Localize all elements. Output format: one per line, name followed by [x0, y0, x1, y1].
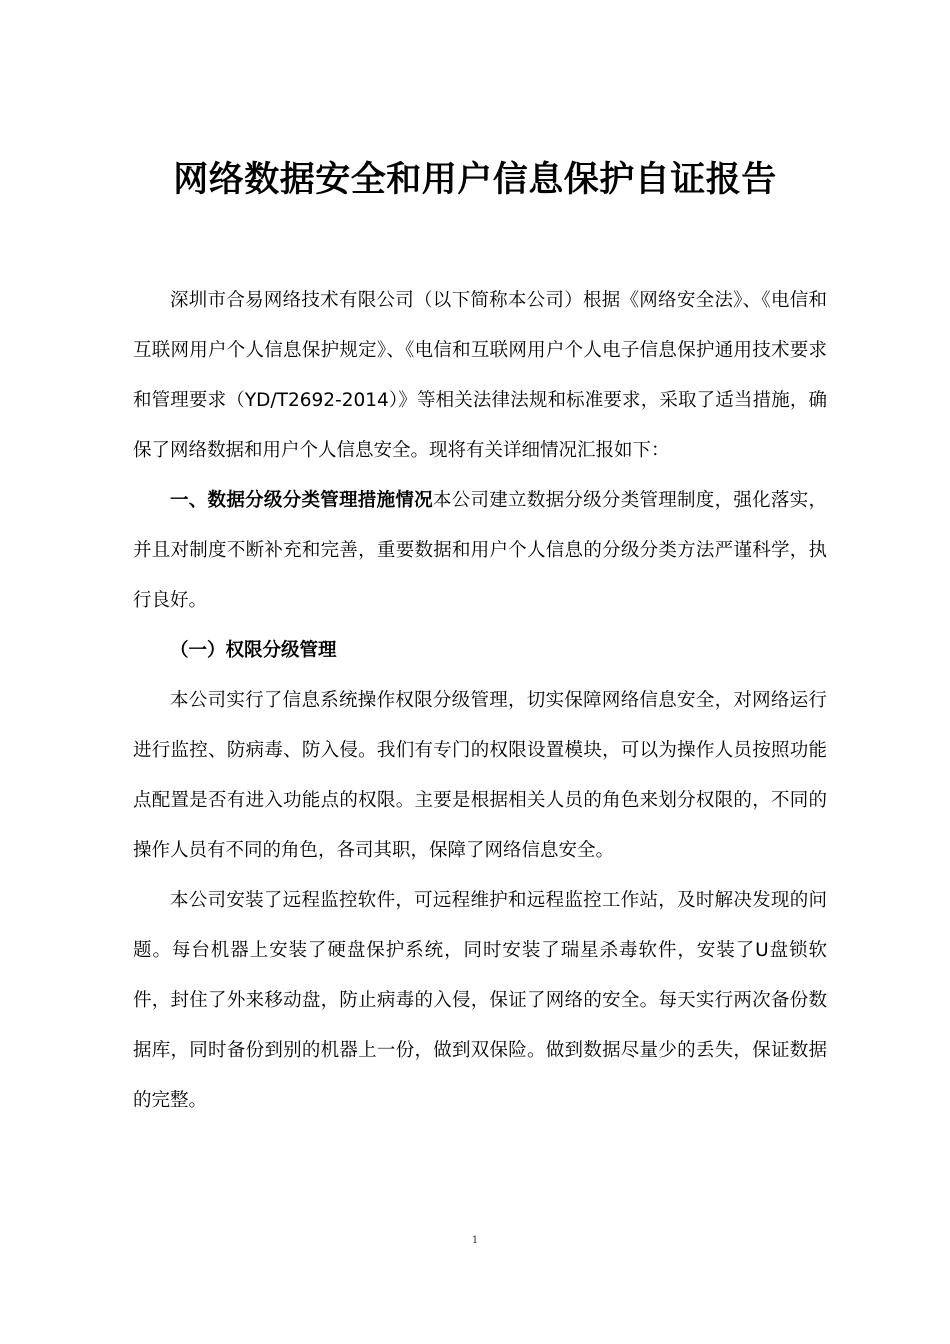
monitoring-paragraph: 本公司安装了远程监控软件，可远程维护和远程监控工作站，及时解决发现的问题。每台机器上安装了硬盘保护系统，同时安装了瑞星杀毒软件，安装了U盘锁软件，封住了外来移动盘，防止病毒的入侵，保证了网络的安全。每天实行两次备份数据库，同时备份到别的机器上一份，做到双保险。做到数据尽量少的丢失，保证数据的完整。 — [133, 890, 827, 1111]
permission-paragraph: 本公司实行了信息系统操作权限分级管理，切实保障网络信息安全，对网络运行进行监控、防病毒、防入侵。我们有专门的权限设置模块，可以为操作人员按照功能点配置是否有进入功能点的权限。主要是根据相关人员的角色来划分权限的，不同的操作人员有不同的角色，各司其职，保障了网络信息安全。 — [133, 690, 827, 861]
page-number: 1 — [471, 1235, 479, 1246]
document-body — [133, 276, 827, 1126]
section-one-heading: 一、数据分级分类管理措施情况 — [170, 490, 433, 511]
document-title: 网络数据安全和用户信息保护自证报告 — [173, 160, 777, 200]
subsection-one-heading: （一）权限分级管理 — [170, 640, 337, 661]
section-one-paragraph — [133, 476, 827, 626]
intro-paragraph: 深圳市合易网络技术有限公司（以下简称本公司）根据《网络安全法》、《电信和互联网用户个人信息保护规定》、《电信和互联网用户个人电子信息保护通用技术要求和管理要求（YD/T2692-2014）》等相关法律法规和标准要求，采取了适当措施，确保了网络数据和用户个人信息安全。现将有关详细情况汇报如下： — [133, 290, 827, 461]
section-one-text: 本公司建立数据分级分类管理制度，强化落实，并且对制度不断补充和完善，重要数据和用户个人信息的分级分类方法严谨科学，执行良好。 — [133, 490, 827, 611]
